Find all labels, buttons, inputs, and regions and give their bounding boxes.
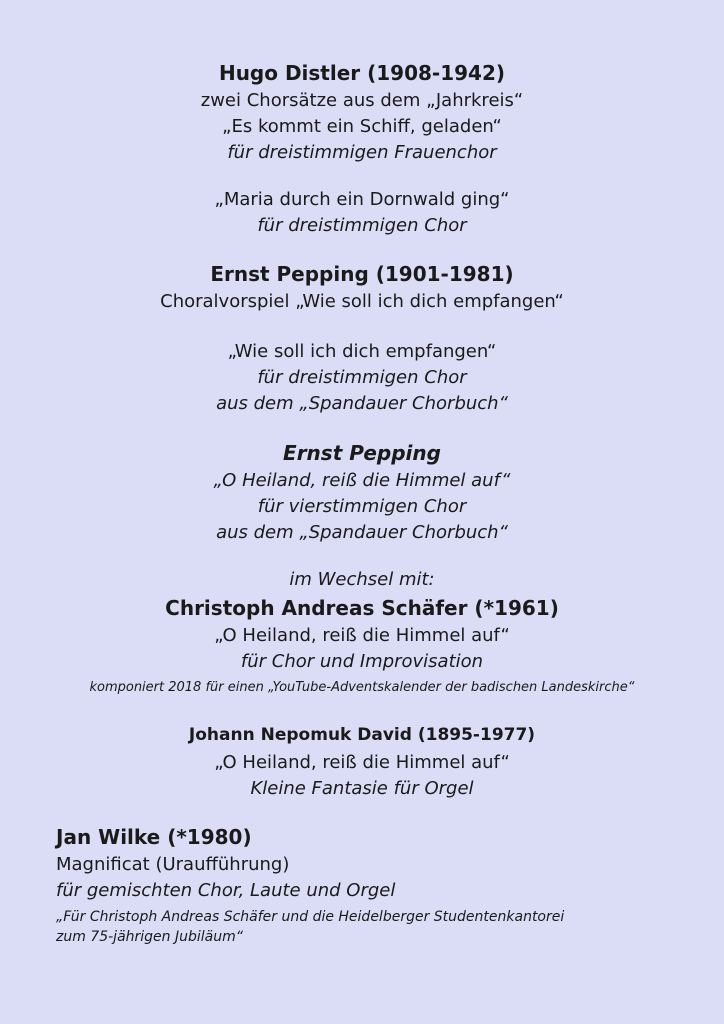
composer-pepping: Ernst Pepping (1901-1981) <box>210 262 514 286</box>
pepping-piece-source: aus dem „Spandauer Chorbuch“ <box>216 393 508 414</box>
schaefer-note: komponiert 2018 für einen „YouTube-Adventskalender der badischen Landeskirche“ <box>89 680 635 695</box>
wilke-piece-scoring: für gemischten Chor, Laute und Orgel <box>56 880 396 901</box>
distler-subtitle: zwei Chorsätze aus dem „Jahrkreis“ <box>200 90 524 111</box>
composer-david: Johann Nepomuk David (1895-1977) <box>188 725 536 745</box>
wilke-piece-title: Magnificat (Uraufführung) <box>56 854 290 875</box>
distler-piece1-scoring: für dreistimmigen Frauenchor <box>227 142 497 163</box>
distler-piece2-scoring: für dreistimmigen Chor <box>257 215 467 236</box>
composer-schaefer: Christoph Andreas Schäfer (*1961) <box>165 596 559 620</box>
pepping-piece-scoring: für dreistimmigen Chor <box>257 367 467 388</box>
distler-piece1-title: „Es kommt ein Schiff, geladen“ <box>222 116 502 137</box>
pepping-piece-title: „Wie soll ich dich empfangen“ <box>227 341 497 362</box>
pepping-prelude: Choralvorspiel „Wie soll ich dich empfangen“ <box>160 291 564 312</box>
composer-distler: Hugo Distler (1908-1942) <box>218 61 506 85</box>
schaefer-piece-scoring: für Chor und Improvisation <box>240 651 484 672</box>
wilke-dedication-line2: zum 75-jährigen Jubiläum“ <box>56 929 243 945</box>
david-piece-scoring: Kleine Fantasie für Orgel <box>250 778 474 799</box>
david-piece-title: „O Heiland, reiß die Himmel auf“ <box>214 752 510 773</box>
pepping2-piece-source: aus dem „Spandauer Chorbuch“ <box>216 522 508 543</box>
schaefer-piece-title: „O Heiland, reiß die Himmel auf“ <box>214 625 510 646</box>
alternation-label: im Wechsel mit: <box>289 569 435 590</box>
pepping2-piece-scoring: für vierstimmigen Chor <box>257 496 467 517</box>
pepping2-piece-title: „O Heiland, reiß die Himmel auf“ <box>213 470 511 491</box>
composer-pepping-2: Ernst Pepping <box>283 441 441 465</box>
distler-piece2-title: „Maria durch ein Dornwald ging“ <box>214 189 510 210</box>
wilke-dedication-line1: „Für Christoph Andreas Schäfer und die Heidelberger Studentenkantorei <box>56 909 565 925</box>
composer-wilke: Jan Wilke (*1980) <box>56 825 252 849</box>
